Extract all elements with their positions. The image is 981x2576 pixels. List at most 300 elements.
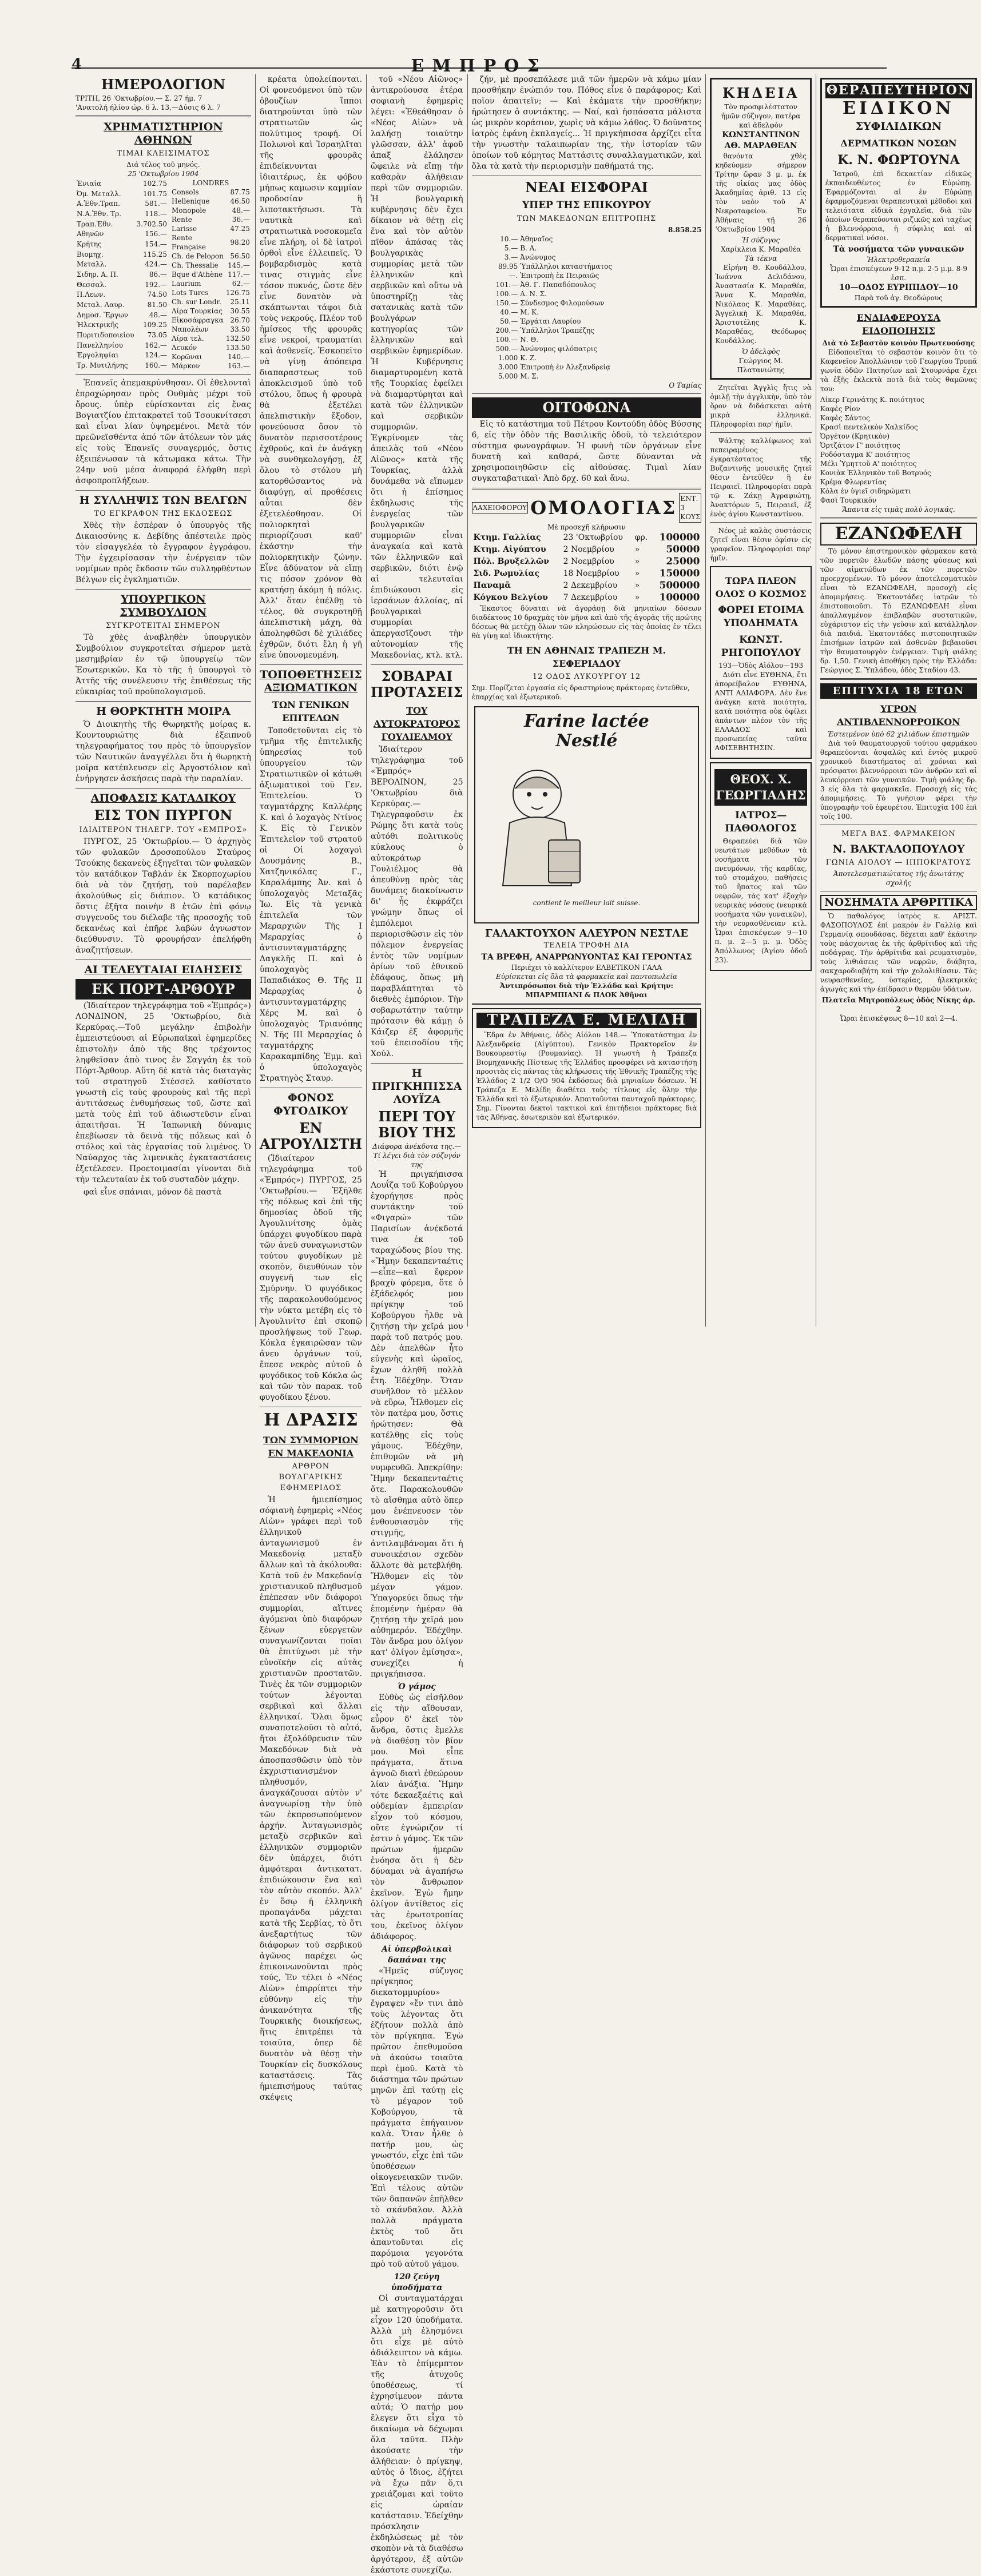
price-row-cell: Ch. Thessalie	[172, 261, 219, 269]
price-row-cell: Α.Ἐθν.Τραπ.	[77, 200, 120, 208]
donation-row-cell: Ν. Θ.	[520, 336, 539, 344]
price-row-cell: Λευκόν	[172, 344, 197, 352]
funeral-brother: Γεώργιος Μ. Πλατανιώτης	[737, 357, 785, 374]
donation-row	[472, 308, 702, 317]
article-paragraph: (Ἰδιαίτερον τηλεγράφημα τοῦ «Ἐμπρός») ΠΥΡΓΟΣ, 25 'Οκτωβρίου.— Ἐξῆλθε τῆς πόλεως καὶ ἐπὶ τῆς δημοσίας ὁδοῦ τῆς Ἀγουλινίτσης ὁμὰς ὑπάρχει φυγοδίκου παρὰ τῶν ἀνεῦ συναγωνιστῶν τούτου φυγοδίκων μὲ σκοπὸν, διευθύνων τὸν συγγενῆ των εἰς Σμύρνην. Ὁ φυγόδικος τῆς παρακολουθούμενος τὴν νύκτα μετέβη εἰς τὸ Ἀγουλινίτσ ἐπὶ σκοπῷ προσλήψεως τοῦ Γεωρ. Κόκλα ἐγκαιρῶσαν τῶν ἀνευ ὀργάνων τοῦ, ἔπεσε νεκρὸς αὐτοῦ ὁ φυγόδικος τοῦ Κόκλα ὡς καὶ τῶν τὸν παρακ. τοῦ φυγοδίκου ξένου.	[259, 1154, 362, 1402]
price-row	[76, 320, 168, 330]
donations-table	[472, 234, 702, 381]
headline-court-2: ΕΙΣ ΤΟΝ ΠΥΡΓΟΝ	[94, 807, 233, 823]
divider	[76, 959, 251, 960]
price-row	[170, 206, 251, 215]
lottery-cell: Κόγκου Βελγίου	[473, 593, 548, 602]
donation-row	[472, 262, 702, 271]
price-row-cell: Lots Turcs	[172, 289, 209, 297]
article-paragraph: Ἰδιαίτερον τηλεγράφημα τοῦ «Ἐμπρός» ΒΕΡΟΛΙΝΟΝ, 25 'Οκτωβρίου διὰ Κερκύρας.— Τηλεγραφοῦσιν ἐκ Ρώμης ὅτι κατὰ τοὺς αὐτόθι πολιτικοὺς κύκλους ὁ αὐτοκράτωρ Γουλιέλμος θὰ ἀπευθύνῃ πρὸς τὰς δυνάμεις διακοίνωσιν δι' ἧς ἐκφράζει γνώμην ὅπως οἱ ἐμπόλεμοι περιορισθῶσιν εἰς τὸν πόλεμον ἐνεργείας ἐντὸς τῶν νομίμων ὁρίων τοῦ ἐθνικοῦ ἐδάφους, ὅπως μὴ παραβλάπτηται τὸ διεθνὲς ἐμπόριον. Τὴν σοβαρωτάτην ταύτην πρότασιν θὰ κάμῃ ὁ Κάιζερ ἐξ ἀφορμῆς τοῦ ἐπεισοδίου τῆς Χούλ.	[370, 745, 463, 1058]
price-row	[170, 306, 251, 316]
bank-title: ΤΡΑΠΕΖΑ Ε. ΜΕΛΙΔΗ	[476, 1013, 697, 1028]
article-paragraph: Ὁ Διοικητὴς τῆς Θωρηκτῆς μοίρας κ. Κουντουριώτης διὰ ἐξειπνοῦ τηλεγραφήματος του πρὸς τὸ ὑπουργεῖον τῶν Ναυτικῶν ἀναγγέλλει ὅτι ἡ θωρηκτὴ μοῖρα κατέπλευσεν εἰς Ἀργοστόλιον καὶ ἐνήργησεν ἀσκήσεις παρὰ τὴν παραλίαν.	[76, 720, 251, 783]
article-paragraph: Ἡ πριγκήπισσα Λουΐζα τοῦ Κοβούργου ἐχορήγησε πρὸς συντάκτην τοῦ «Φιγαρώ» τῶν Παρισίων ἀνέκδοτά τινα ἐκ τοῦ ταραχώδους βίου της. «Ἤμην δεκαπενταέτις—εἶπε—καὶ ἔφερον βραχὺ φόρεμα, ὅτε ὁ ἐξάδελφός μου πρίγκηψ τοῦ Κοβούργου ἦλθε νὰ ζητήσῃ τὴν χεῖρά μου παρὰ τοῦ πατρός μου. Δὲν ἀπελθὼν ἦτο εὐγενὴς καὶ ὡραῖος, ἔχων ἀληθῆ πολλὰ ἔτη. Ἐδέχθην. Ὅταν συνῆλθον τὸ μέλλον νὰ εὕρω, Ἦλθομεν εἰς τὸν πατέρα μου, ὅστις ἠρώτησεν: Θὰ κατέλθῃς εἰς τοὺς γάμους. Ἐδέχθην, ἐπιθυμῶν νὰ μὴ νυμφευθῶ. Ἀπεκρίθην: Ἤμην δεκαπενταέτις ὅτε. Παρακολουθῶν τὸ αἴσθημα αὐτὸ ὅπερ μου ἐνέπνευσεν τὸν ἐνθουσιασμὸν τῆς στιγμῆς, ἀντιλαμβάνομαι ὅτι ἡ συνοικέσιον σχεδὸν ἄλλοτε θὰ μετεβλήθη. Ἤλθομεν εἰς τὸν μέγαν γάμον. Ὑπαγορεύει ὅπως τὴν ἐπομένην ἡμέραν θὰ ζητήσῃ τὴν χεῖρά μου αὐθημερόν. Ἐδέχθην. Τὸν ἄνδρα μου ὀλίγον κατ' ὀλίγον ἐμίσησα», συνεχίζει ἡ πριγκήπισσα.	[370, 1170, 463, 1679]
column-3	[367, 74, 468, 2575]
divider	[76, 589, 251, 590]
donation-row-cell: Σύνδεσμος Φιλομούσων	[520, 299, 605, 307]
exchange-title: ΧΡΗΜΑΤΙΣΤΗΡΙΟΝ ΑΘΗΝΩΝ	[104, 121, 223, 146]
divider	[260, 664, 362, 665]
price-row	[170, 343, 251, 352]
nestle-can-label: contient le meilleur lait suisse.	[533, 899, 641, 907]
lottery-note: Σημ. Πορίζεται ἐργασία εἰς δραστηρίους πράκτορας ἐντεῦθεν, ἐπαρχίας καὶ ἐξωτερικοῦ.	[471, 684, 690, 701]
price-row-cell: 3.702.50	[136, 220, 168, 228]
divider	[76, 374, 251, 375]
subheadline-action: ΑΡΘΡΟΝ ΒΟΥΛΓΑΡΙΚΗΣ ΕΦΗΜΕΡΙΔΟΣ	[279, 1462, 343, 1492]
article-paragraph: ΠΥΡΓΟΣ, 25 'Οκτωβρίου.— Ὁ ἀρχηγὸς τῶν φυλακῶν Δροσοπούλου Σταύρος Τσούκης δεκανεὺς ἐξηγεῖται τῶν φυλακῶν τὸν κατάδικον Ταβλάν ἐκ Σκορποχωρίου διὰ νὰ τὸν ζητήσῃ, τοῦ παρέλαβεν ἀκολούθως εἰς διάπιον. Ὁ κατάδικος ὅστις ἐξῆτα ποινὴν 8 ἐτῶν ἐπὶ φόνῳ συγγενοῦς του διέλαβε τῆς προσοχῆς τοῦ δεκανέως καὶ ἐπῆρε λαβὼν ἀγνωστον διεύθυνσιν. Τὸ φρουρήσαν ἐπελήφθη ἀναζητήσεων.	[76, 837, 251, 955]
price-row-cell: 115.25	[143, 250, 168, 258]
headline-ezanofeli: ΕΖΑΝΩΦΕΛΗ	[820, 523, 977, 546]
price-row	[170, 325, 251, 334]
price-row-cell: 140.—	[228, 353, 250, 361]
month-end: Διά τέλος τοῦ μηνός.	[126, 161, 200, 169]
nestle-heading-4: Περιέχει τὸ καλλίτερον ΕΛΒΕΤΙΚΟΝ ΓΑΛΑ	[511, 963, 662, 972]
donation-row-cell: Ἐπιτροπὴ ἐκ Πειραιῶς	[520, 272, 599, 280]
price-row-cell: 87.75	[230, 188, 250, 196]
doctor-paragraph: Θεραπεύει διὰ τῶν νεωτάτων μεθόδων τὰ νοσήματα τῶν πνευμόνων, τῆς καρδίας, τοῦ στομάχου, παθήσεις τοῦ ἥπατος καὶ τῶν νεφρῶν, τὰς κατ' ἐξοχὴν νευρικὰς νόσους (νευρικὰ νοσήματα τῶν γυναικῶν), τὴν νευρασθένειαν κτλ. Ὧραι ἐπισκέψεων 9—10 π. μ. 2—5 μ. μ. Ὁδὸς Ἀπόλλωνος (Ἁγίου ὁδοῦ 23).	[714, 837, 807, 964]
price-row-cell: 133.50	[225, 344, 250, 352]
clinic-heading-2: ΕΙΔΙΚΟΝ	[842, 98, 955, 118]
headline-news-2: ΕΚ ΠΟΡΤ-ΑΡΘΟΥΡ	[76, 979, 251, 1000]
melidis-bank-advertisement	[472, 1008, 702, 1128]
headline-donations: ΝΕΑΙ ΕΙΣΦΟΡΑΙ	[525, 179, 648, 196]
lottery-row	[472, 592, 702, 604]
donation-row-cell: 101.—	[495, 281, 518, 289]
divider	[820, 517, 977, 519]
donation-row-cell: Κ. Ζ.	[520, 354, 537, 362]
funeral-title: ΚΗΔΕΙΑ	[722, 85, 800, 101]
subheadline-court: ΙΔΙΑΙΤΕΡΟΝ ΤΗΛΕΓΡ. ΤΟΥ «ΕΜΠΡΟΣ»	[79, 826, 248, 834]
donation-row-cell: 100.—	[495, 336, 518, 344]
donation-row-cell: Ἀνώνυμος	[520, 253, 556, 261]
price-row-cell: Ἠλεκτρικῆς	[77, 321, 119, 329]
clinic-heading: ΘΕΡΑΠΕΥΤΗΡΙΟΝ	[826, 83, 971, 98]
price-row-cell: Μεταλ. Λαυρ.	[77, 300, 125, 309]
price-row	[76, 289, 168, 300]
lottery-cell: 18 Νοεμβρίου	[563, 569, 619, 578]
price-row	[170, 215, 251, 224]
lottery-row	[472, 556, 702, 568]
shop-item: Κονιὰκ Ἑλληνικὸν τοῦ Βοτρυός	[820, 469, 931, 477]
donation-row-cell: 1.000	[498, 354, 518, 362]
shop-items-list	[820, 395, 977, 505]
price-row-cell: 132.50	[225, 335, 250, 343]
donation-row-cell: Ὑπάλληλοι Τραπέζης	[520, 327, 594, 335]
success-paragraph: Διὰ τοῦ θαυματουργοῦ τούτου φαρμάκου θεραπεύονται ἀσφαλῶς καὶ ἐντὸς μικροῦ χρονικοῦ διαστήματος αἱ χρόνιαι καὶ πρόσφατοι βλεννόρροιαι τῶν ἀνδρῶν καὶ αἱ λευκόρροιαι τῶν γυναικῶν. Τιμὴ φιάλης δρ. 3 εἰς ὅλα τὰ φαρμακεῖα. Προσοχὴ εἰς τὰς ἀπομιμήσεις. Τὸ γνήσιον φέρει τὴν ὑπογραφὴν τοῦ ἐφευρέτου. Ἐπιτυχία 100 ἐπὶ τοῖς 100.	[820, 739, 977, 821]
newspaper-title: ΕΜΠΡΟΣ	[411, 56, 547, 76]
price-table-right	[170, 188, 251, 371]
headline-arrest: Η ΣΥΛΛΗΨΙΣ ΤΩΝ ΒΕΛΓΩΝ	[79, 494, 248, 507]
price-row-cell: 424.—	[145, 260, 168, 269]
headline-rheumatic: ΝΟΣΗΜΑΤΑ ΑΡΘΡΙΤΙΚΑ	[820, 895, 977, 910]
clinic-advertisement	[820, 78, 977, 308]
shop-item: Κρασὶ πεντελικὸν Χαλκίδος	[820, 423, 918, 431]
funeral-wife-label: Ἡ σύζυγος	[742, 236, 780, 244]
donation-row-cell: —.	[509, 272, 518, 280]
funeral-name: ΚΩΝΣΤΑΝΤΙΝΟΝ ΑΘ. ΜΑΡΑΘΕΑΝ	[722, 130, 800, 150]
price-row	[170, 270, 251, 279]
price-row-cell: Ἐργοληψίαι	[77, 351, 119, 360]
price-row	[76, 300, 168, 310]
price-row	[170, 316, 251, 325]
price-row-cell: 25.11	[230, 298, 250, 306]
lottery-paragraph: Ἔκαστος δύναται νὰ ἀγοράσῃ διὰ μηνιαίων δόσεων διαδέκτους 10 δραχμὰς τὸν μῆνα καὶ ἀπὸ τῆς ἀγορᾶς τῆς πρώτης δόσεως θὰ μετέχῃ ὅλων τῶν κληρώσεων εἰς τὰς ὁποίας ἐν τέλει θὰ γίνῃ καὶ ἰδιοκτήτης.	[471, 604, 702, 640]
lottery-cell: 500000	[659, 580, 700, 591]
lottery-row	[472, 568, 702, 580]
nestle-child-illustration	[480, 754, 594, 891]
columns	[72, 74, 977, 2575]
funeral-intro: Τὸν προσφιλέστατον ἡμῶν σύζυγον, πατέρα καὶ ἀδελφὸν	[721, 103, 801, 129]
price-row-cell: 48.—	[149, 310, 168, 319]
headline-donations-3: ΤΩΝ ΜΑΚΕΔΟΝΩΝ ΕΠΙΤΡΟΠΗΣ	[517, 214, 657, 223]
price-row	[170, 279, 251, 288]
price-row-cell: Rente	[172, 216, 192, 224]
donation-row	[472, 253, 702, 262]
price-row	[170, 334, 251, 343]
classified-notice: Ψάλτης καλλίφωνος καὶ πεπειραμένος ἐγκρατέστατος τῆς Βυζαντινῆς μουσικῆς ζητεῖ θέσιν ἐντεῦθεν ἢ ἐν Πειραιεῖ. Πληροφορίαι παρὰ τῷ κ. Ζάκῃ Ἀγραφιώτῃ, Ἀνακτόρων 5, Πειραιεῖ, ἐξ ἑνὸς ἀγίου Κωνσταντίνου.	[710, 437, 812, 518]
donation-row	[472, 298, 702, 308]
price-row	[170, 224, 251, 233]
headline-murder-2: ΕΝ ΑΓΡΟΥΛΙΣΤΗ	[259, 1120, 362, 1152]
price-row-cell: 192.—	[145, 280, 168, 289]
clinic-paragraph: Ἰατροῦ, ἐπὶ δεκαετίαν εἰδικῶς ἐκπαιδευθέντος ἐν Εὐρώπῃ. Ἐφαρμόζονται αἱ ἐν Εὐρώπῃ ἐφαρμοζόμεναι θεραπευτικαὶ μέθοδοι καὶ τελειότατα εἰδικὰ ἐργαλεῖα, διὰ τῶν ὁποίων θεραπεύονται ριζικῶς καὶ ταχέως ἡ βλεννόρροια, ἡ σύφιλις καὶ αἱ δερματικαὶ νόσοι.	[825, 170, 972, 242]
price-row-cell: Δημοσ. Ἔργων	[77, 310, 129, 319]
headline-shop-2: Διὰ τὸ Σεβαστὸν κοινὸν Πρωτευούσης	[822, 339, 975, 347]
column-2	[256, 74, 367, 2102]
price-row-cell: Ch. sur Londr.	[172, 298, 221, 306]
section-marriage: Ὁ γάμος	[398, 1682, 436, 1691]
shoes-address: 193—Ὁδὸς Αἰόλου—193	[718, 662, 804, 670]
price-row-cell: Ὀμ. Μεταλλ.	[77, 189, 121, 198]
price-row	[76, 239, 168, 249]
lottery-header	[472, 493, 702, 523]
shop-item: Μέλι Ὑμηττοῦ Α' ποιότητος	[820, 460, 917, 468]
column-1	[72, 74, 256, 1327]
funeral-details: θανόντα χθὲς κηδεύομεν σήμερον Τρίτην ὥραν 3 μ. μ. ἐκ τῆς οἰκίας μας ὁδὸς Ἀκαδημίας ἀριθ. 13 εἰς τὸν ναὸν τοῦ Α' Νεκροταφείου. Ἐν Ἀθήναις τῇ 26 'Οκτωβρίου 1904	[715, 152, 807, 233]
price-row-cell: 48.—	[232, 206, 250, 214]
price-row-cell: 101.75	[143, 189, 168, 198]
price-row-cell: Ναπολέων	[172, 325, 209, 333]
price-row-cell: 163.—	[228, 362, 250, 370]
lottery-cell: »	[634, 545, 640, 554]
doctor-title: ΙΑΤΡΟΣ—ΠΑΘΟΛΟΓΟΣ	[725, 810, 797, 834]
price-row-cell: 30.55	[230, 307, 250, 315]
price-table-left	[76, 178, 168, 371]
donation-row	[472, 244, 702, 253]
price-row	[170, 261, 251, 270]
price-row-cell: 126.75	[225, 289, 250, 297]
divider	[76, 116, 251, 117]
headline-princess: Η ΠΡΙΓΚΗΠΙΣΣΑ ΛΟΥΪΖΑ	[371, 1067, 462, 1106]
article-paragraph: Ἡ ἡμιεπίσημος σόφιανὴ ἐφημερὶς «Νέος Αἰὼν» γράφει περὶ τοῦ ἑλληνικοῦ ἀνταγωνισμοῦ ἐν Μακεδονίᾳ μεταξὺ ἄλλων καὶ τὰ ἀκόλουθα: Κατὰ τοῦ ἐν Μακεδονίᾳ χριστιανικοῦ πληθυσμοῦ ἐπέπεσαν νῦν διάφοροι συμμορίαι, αἵτινες ἀγόμεναι ὑπὸ διαφόρων ξένων εὐεργετῶν συναγωνίζονται ποῖαι θὰ ἐπιτύχωσι μὲ τὴν εὐνοϊκὴν εἰς αὐτὰς χριστιανῶν προστατῶν. Τινὲς ἐκ τῶν συμμοριῶν τούτων λέγονται σερβικαὶ καὶ ἄλλαι ἑλληνικαί. Ὅλαι ὅμως συναποτελοῦσι τὸ αὐτό, ἤτοι ἐξολόθρευσιν τῶν Μακεδόνων διὰ νὰ ἀποσπασθῶσιν ὑπὸ τὸν ἐκχριστιανισμένον πληθυσμόν, ἀναγκάζουσαι αὐτὸν ν' ἀναγνωρίσῃ τὴν ὑπὸ τῶν ἐκπροσωπούμενον ἀρχήν. Ἀνταγωνισμὸς μεταξὺ σερβικῶν καὶ ἑλληνικῶν συμμοριῶν δὲν ὑπάρχει, διότι ἀμφότεραι ἀντικατατ. ἐπιδιώκουσιν ἕνα καὶ τὸν αὐτὸν σκοπόν. Ἀλλ' ἐν ὅσῳ ἡ ἑλληνικὴ προπαγάνδα μάχεται κατὰ τῆς Σερβίας, τὸ ὅτι ἀνεξαρτήτως τῶν διάφορων τοῦ σερβικοῦ ἀγῶνος παρέχει ὡς ἐπικοινωνοῦνται πρὸς τούς, Ἐν τέλει ὁ «Νέος Αἰὼν» ἐπιρρίπτει τὴν εὐθύνην εἰς τὴν ἀνικανότητα τῆς Τουρκικῆς διοικήσεως, ἥτις ἐπιτρέπει τὰ τοιαῦτα, ὁπερ δὲ δυνατὸν νὰ θέσῃ τὴν Τουρκίαν εἰς δυσκόλους καταστάσεις. Τὰς ἡμιεπισήμους ταύτας σκέψεις	[259, 1495, 362, 2102]
price-row	[76, 340, 168, 351]
donation-row-cell: Ἀνώνυμος φιλόπατρις	[520, 345, 598, 353]
donation-row-cell: Ὑπάλληλοι καταστήματος	[520, 262, 613, 270]
lottery-cell: »	[634, 581, 640, 590]
lottery-cell: »	[634, 569, 640, 578]
funeral-brother-label: Ὁ ἀδελφὸς	[742, 348, 780, 356]
price-row-cell: Consols	[172, 188, 199, 196]
clinic-electro: Ἠλεκτροθεραπεία	[867, 256, 931, 264]
article-paragraph: Ἐπανεῖς ἀπεμακρύνθησαν. Οἱ ἐθελονταὶ ἐπροχώρησαν πρὸς Ουθμὰς μέχρι τοῦ ὄρους. ὑπὲρ εὑρίσκονται εἰς ἔνας Βογιατζίου ἐπιτακρατεῖ τοῦ Τσουκνίτσεσι καὶ εἶναι λίαν ὑψηρεμένοι. Μετὰ τόν πρεῶνεϊσθέντα ἀπό τῶν ἀτόλεων τὸν μάς εἰς τοὺς Ἐπανεῖς συναγερμός, ὅστις ἐξειπένωσαν τὰ κάτωμακα κάτω. Τὴν 24ην νοῦ μέσα ἀναφορά ἐλήφθη περὶ ἀσφοπροπλήξεων.	[76, 379, 251, 485]
price-row-cell: Rente Française	[172, 234, 206, 251]
nestle-heading-2: ΤΕΛΕΙΑ ΤΡΟΦΗ ΔΙΑ	[543, 941, 630, 950]
price-row-cell: Λίρα Τουρκίας	[172, 307, 223, 315]
headline-pharmacy-3: ΓΩΝΙΑ ΑΙΟΛΟΥ — ΙΠΠΟΚΡΑΤΟΥΣ	[825, 858, 972, 867]
price-row-cell: Πανελληνίου	[77, 341, 123, 349]
divider	[371, 664, 463, 665]
headline-appointments-2: ΤΩΝ ΓΕΝΙΚΩΝ ΕΠΙΤΕΛΩΝ	[272, 699, 349, 723]
funeral-children: Εἰρήνη Θ. Κουδάλλου, Ἰωάννα Δελιδάνου, Ἀναστασία Κ. Μαραθέα, Ἄννα Κ. Μαραθέα, Νικόλαος Κ. Μαραθέας, Ἀγγελικὴ Κ. Μαραθέα, Ἀριστοτέλης Κ. Μαραθέας, Θεόδωρος Κουδάλλος.	[715, 264, 807, 345]
donation-row	[472, 289, 702, 298]
headline-donations-2: ΥΠΕΡ ΤΗΣ ΕΠΙΚΟΥΡΟΥ	[522, 200, 651, 211]
lottery-row	[472, 580, 702, 592]
price-row-cell: 74.50	[147, 290, 168, 299]
price-row	[76, 249, 168, 260]
donations-total: 8.858.25	[668, 226, 702, 234]
headline-proposals: ΣΟΒΑΡΑΙ ΠΡΟΤΑΣΕΙΣ	[370, 668, 463, 700]
lottery-cell: 100000	[659, 532, 700, 543]
lottery-cell: 150000	[659, 568, 700, 579]
price-row-cell: Εἰκοσάφραγκα	[172, 316, 224, 324]
price-row-cell: Ν.Α.Ἐθν. Τρ.	[77, 209, 122, 218]
donation-row-cell: 10.—	[500, 235, 518, 243]
headline-action-2: ΤΩΝ ΣΥΜΜΟΡΙΩΝ ΕΝ ΜΑΚΕΔΟΝΙΑ	[263, 1435, 359, 1459]
article-paragraph: Τὸ χθὲς ἀναβληθὲν ὑπουργικὸν Συμβούλιον συγκροτεῖται σήμερον μετὰ μεσημβρίαν ἐν τῷ ὑπουργείῳ τῶν Ἐσωτερικῶν. Κα τὸ τῆς ἡ ὑπουργοὶ τὸ Ἀττῆς τῆς συνέλευσιν τῆς ἐπιθέσεως τῆς εὐκαιρίας τοῦ προϋπολογισμοῦ.	[76, 633, 251, 696]
lottery-cell: 50000	[666, 544, 700, 555]
price-row	[76, 229, 168, 239]
headline-fate: Η ΘΟΡΚΤΗΤΗ ΜΟΙΡΑ	[96, 705, 231, 718]
donation-row-cell: 200.—	[495, 327, 518, 335]
donations-signature: Ο Ταμίας	[669, 381, 702, 389]
lottery-cell: Παναμᾶ	[473, 581, 511, 590]
funeral-notice	[710, 78, 811, 380]
clinic-address: 10—ΟΔΟΣ ΕΥΡΙΠΙΔΟΥ—10	[839, 283, 958, 292]
article-paragraph: Οἱ συνταγματάρχαι μὲ κατηγοροῦσιν ὅτι εἶχον 120 ὑποδήματα. Ἀλλὰ μὴ ἐλησμόνει ὅτι εἶχε μὲ αὐτὸ ἀδιάλειπτον νὰ κάμω. Ἐὰν τὸ ἐπίμεμπτον τῆς ἀτυχοῦς ὑποθέσεως, τί ἐχρησίμευον πάντα αὐτά; Ὁ πατήρ μου ἔλεγεν ὅτι εἶχα τὸ δικαίωμα νὰ δέχωμαι ὅλα ταῦτα. Πλὴν ἀκούσατε τὴν ἀλήθειαν: ὁ πρίγκηψ, αὐτὸς ὁ ἴδιος, ἐζήτει νὰ ἔχω πᾶν ὅ,τι χρειάζομαι καὶ τοῦτο εἰς ὠραίαν κατάστασιν. Ἐδείχθην πρόσκλησιν ἐκδηλώσεως μὲ τὸν σκοπὸν νὰ τὰ διαθέσω ἀργότερον, ἐξ αὐτῶν ἐκάστοτε συνεχίζω.	[370, 2294, 463, 2575]
lottery-cell: Πόλ. Βρυξελλῶν	[473, 557, 549, 566]
funeral-wife: Χαρίκλεια Κ. Μαραθέα	[721, 245, 801, 253]
shoes-heading: ΤΩΡΑ ΠΛΕΟΝ ΟΛΟΣ Ο ΚΟΣΜΟΣ	[715, 575, 807, 599]
price-row-cell: Laurium	[172, 280, 201, 288]
price-row-cell: 26.70	[230, 316, 250, 324]
price-row	[76, 330, 168, 340]
headline-news: ΑΙ ΤΕΛΕΥΤΑΙΑΙ ΕΙΔΗΣΕΙΣ	[84, 963, 243, 976]
shoes-advertisement	[710, 566, 811, 759]
price-row-cell: 109.25	[143, 321, 168, 329]
section-expenses: Αἱ ὑπερβολικαὶ δαπάναι της	[381, 1945, 452, 1965]
headline-court: ΑΠΟΦΑΣΙΣ ΚΑΤΑΔΙΚΟΥ	[90, 792, 236, 805]
article-paragraph: Εἰς τὸ κατάστημα τοῦ Πέτρου Κοντούδη ὁδὸς Βύσσης 6, εἰς τὴν ὁδὸν τῆς Βασιλικῆς ὁδοῦ, τὸ τελειότερον σύστημα φωνογράφων. Ἡ φωνὴ τῶν ὀργάνων εἶνε δυνατὴ καὶ καθαρά, ὥστε δύνανται νὰ χρησιμοποιηθῶσιν εἰς αἰθούσας. Τιμαὶ λίαν συγκαταβατικαὶ· Ἀπὸ δρχ. 60 καὶ ἄνω.	[471, 420, 702, 483]
bank-paragraph: Ἕδρα ἐν Ἀθήναις, ὁδὸς Αἰόλου 148.— Ὑποκατάστημα ἐν Ἀλεξανδρείᾳ (Αἰγύπτου). Γενικὸν Πρακτορεῖον ἐν Βουκουρεστίῳ (Ρουμανίας). Ἡ γνωστὴ ἡ Τράπεζα Βιομηχανικῆς Πίστεως τῆς Ἑλλάδος προσφέρει νὰ καταστήσῃ προσιτὰς εἰς πάντας τὰς κλήρωσεις τῆς Ἐθνικῆς Τραπέζης τῆς Ἑλλάδος 2 1/2 Ο/Ο 904 ἐκδόσεως διὰ μηνιαίων δόσεων. Ἡ Τράπεζα Ε. Μελίδη διαθέτει τοὺς τίτλους εἰς ὅλην τὴν Ἑλλάδα καὶ τὸ ἐξωτερικόν. Ἀπαιτοῦνται πανταχοῦ πράκτορες. Σημ. Γίνονται δεκτοὶ τακτικοὶ καὶ ἐπιτήδειοι πράκτορες διὰ τὰς Ἀθήνας, ἐσωτερικὸν καὶ ἐξωτερικόν.	[476, 1031, 697, 1121]
calendar-title: ΗΜΕΡΟΛΟΓΙΟΝ	[101, 76, 225, 93]
shop-item: Ὀργέτον (Κρητικὸν)	[820, 432, 890, 440]
donation-row	[472, 363, 702, 372]
section-shoes: 120 ζεύγη ὑποδήματα	[391, 2272, 443, 2292]
price-row	[170, 288, 251, 297]
column-4	[468, 74, 706, 1327]
donation-row	[472, 280, 702, 289]
lottery-cell: 2 Νοεμβρίου	[563, 557, 614, 566]
shop-item: Λίκερ Γερινάτης Κ. ποιότητος	[820, 396, 924, 404]
shoes-heading-3: ΚΩΝΣΤ. ΡΗΓΟΠΟΥΛΟΥ	[721, 634, 801, 659]
shop-item: Ὀρτζάτον Γ' ποιότητος	[820, 441, 900, 449]
success-sub: Ἐστειμένον ὑπὸ 62 χιλιάδων ἐπιστημῶν	[827, 730, 970, 738]
donation-row-cell: 40.—	[500, 308, 518, 316]
clinic-heading-3: ΣΥΦΙΛΙΔΙΚΩΝ	[855, 120, 942, 133]
price-row-cell: Ch. de Peloρon	[172, 252, 224, 260]
price-row-cell: 124.—	[145, 351, 168, 360]
classified-notice: Ζητεῖται Ἀγγλὶς ἥτις νὰ ὁμιλῇ τὴν ἀγγλικὴν, ὑπὸ τὸν ὅρον νὰ διδάσκεται αὐτὴ μικρὰ ἑλληνικά. Πληροφορίαι παρ' ἡμῖν.	[710, 384, 812, 428]
clinic-heading-4: ΔΕΡΜΑΤΙΚΩΝ ΝΟΣΩΝ	[840, 138, 957, 149]
divider	[371, 1063, 463, 1064]
price-row	[170, 352, 251, 361]
headline-action: Η ΔΡΑΣΙΣ	[264, 1410, 358, 1430]
price-row-cell: 162.—	[145, 341, 168, 349]
article-paragraph: Χθὲς τὴν ἑσπέραν ὁ ὑπουργὸς τῆς Δικαιοσύνης κ. Δεβίδης ἀπέστειλε πρὸς τὸν εἰσαγγελέα τὸ ἔγγραφον ἐγγράφου. Τὴν ἐγχειρίσασαν τὴν ἐνέργειαν τῶν νομίμων πρὸς ἔκδοσιν τῶν συλληφθέντων Βέλγων εἰς ἐγκληματιῶν.	[76, 521, 251, 584]
price-row	[76, 310, 168, 320]
headline-shop: ΕΝΔΙΑΦΕΡΟΥΣΑ ΕΙΔΟΠΟΙΗΣΙΣ	[856, 312, 941, 336]
price-row-cell: Θεσσαλ.	[77, 280, 106, 289]
nestle-note: Εὑρίσκεται εἰς ὅλα τὰ φαρμακεῖα καὶ παντοπωλεῖα	[495, 973, 678, 981]
article-paragraph: ζήν, μὲ προσεπάλεσε μιᾶ τῶν ἡμερῶν νὰ κάμω μίαν προσθήκην ἐνώπιόν του. Πόθος εἶνε ὁ παράφορος; Καὶ ποῖον ἀπαιτεῖν; — Καὶ ἐκάματε τὴν προσθήκην; ἠρώτησεν ὁ συντάκτης. — Ναί, καὶ ἠσπάσατα μάλιστα ὡς μικρὸν κοράσιον, χωρὶς νὰ κάμω λάθος. Ὁ δοῦνατος ἰατρὸς ἐφάνη ἐκπλαγείς... Ἡ πριγκήπισσα ἀρχίζει εἶτα τὴν γνωστὴν ταλαιπωρίαν της, τὴν ἱστορίαν τῶν ὁποίων τοῦ κόμητος Ματτάσιτς συναλλαγματικῶν, καὶ ὅλα τὰ κατὰ τὴν περιορισμὴν παθήματά της.	[471, 75, 702, 171]
divider	[76, 490, 251, 491]
clinic-women: Τὰ νοσήματα τῶν γυναικῶν	[833, 245, 964, 254]
calendar-sun: 'Ανατολή ήλίου ώρ. 6 λ. 13,—Δύσις 6 λ. 7	[76, 103, 221, 112]
donation-row-cell: Μ. Κ.	[520, 308, 539, 316]
price-row-cell: Τρ. Μυτιλήνης	[77, 361, 128, 370]
price-row-cell: 102.75	[143, 179, 168, 188]
shoes-heading-2: ΦΟΡΕΙ ΕΤΟΙΜΑ ΥΠΟΔΗΜΑΤΑ	[718, 604, 804, 629]
price-row-cell: 36.—	[232, 216, 250, 224]
price-row	[76, 350, 168, 360]
column-6	[816, 74, 981, 1327]
price-row-cell: Larisse	[172, 225, 197, 233]
pharmacy-sub: Ἀποτελεσματικώτατος τῆς ἀνωτάτης σχολῆς	[833, 870, 964, 887]
divider	[710, 522, 811, 523]
price-row-cell: Μεταλλ.	[77, 260, 107, 269]
closing-prices-title: ΤΙΜΑΙ ΚΛΕΙΣΙΜΑΤΟΣ	[117, 149, 210, 158]
price-row-cell: Μάρκον	[172, 362, 200, 370]
shop-item: Ροδόσταγμα Κ' ποιότητος	[820, 451, 910, 459]
lottery-prefix: ΛΑΧΕΙΟΦΟΡΟΥ	[472, 502, 529, 513]
column-5	[706, 74, 816, 1327]
subheadline-princess: Διάφορα ἀνέκδοτα της.—Τί λέγει διὰ τὸν σύζυγόν της	[372, 1142, 462, 1169]
price-row-cell: Monopole	[172, 206, 206, 214]
donation-row-cell: 89.95	[498, 262, 518, 270]
donation-row-cell: 50.—	[500, 317, 518, 325]
price-row	[170, 252, 251, 261]
lottery-row	[472, 544, 702, 556]
price-row-cell: Πυριτιδοποιείου	[77, 331, 134, 339]
shop-end: Ἅπαντα εἰς τιμὰς πολὺ λογικάς.	[842, 505, 955, 513]
divider	[820, 678, 977, 680]
headline-proposals-2: ΤΟΥ ΑΥΤΟΚΡΑΤΟΡΟΣ ΓΟΥΛΙΕΛΜΟΥ	[374, 705, 460, 742]
donation-row	[472, 344, 702, 353]
price-row-cell: 154.—	[145, 240, 168, 248]
lottery-cell: 2 Δεκεμβρίου	[563, 581, 618, 590]
donation-row-cell: 3.000	[498, 363, 518, 371]
subheadline-arrest: ΤΟ ΕΓΚΡΑΦΟΝ ΤΗΣ ΕΚΔΟΣΕΩΣ	[94, 509, 233, 518]
divider	[472, 488, 702, 489]
lottery-cell: 7 Δεκεμβρίου	[563, 593, 618, 602]
price-row-cell: Ἐνιαία	[77, 179, 102, 188]
price-row-cell: 33.50	[230, 325, 250, 333]
article-paragraph: «Ἡμεῖς σύζυγος πρίγκηπος διεκατομμυρίου» ἔγραψεν «ἔν τινι ἀπὸ τοὺς λέγοντας ὅτι ἐζήτουν πολλὰ ἀπὸ τὸν πρίγκηπα. Ἐγὼ πρῶτον ἐπεθυμοῦσα νὰ ἀκούσω τοιαῦτα περὶ ἐμοῦ. Κατὰ τὸ διάστημα τῶν πρώτων μηνῶν ἐπὶ ταύτῃ εἰς τὸ μέγαρον τοῦ Κοβούργου, τὰ πράγματα ἐπήγαινον καλὰ. Ὅταν ἦλθε ὁ πατήρ μου, ὡς γνωστόν, εἶχε ἐπὶ τῶν ὑποθέσεων οἰκογενειακῶν τινῶν. Ἐπὶ τέλους αὐτῶν τῶν δαπανῶν ἐπῆλθεν τὸ σκάνδαλον. Ἀλλὰ πολλὰ πράγματα ἐκτὸς τοῦ ὅτι ἀπαντοῦνται εἰς παρόμοια γεγονότα πρὸ τοῦ αὐτοῦ γάμου.	[370, 1966, 463, 2269]
nestle-advertisement	[474, 706, 700, 923]
price-row	[76, 219, 168, 229]
headline-princess-2: ΠΕΡΙ ΤΟΥ ΒΙΟΥ ΤΗΣ	[378, 1108, 456, 1141]
classified-notice: Νέος μὲ καλὰς συστάσεις ζητεῖ εἶναι θέσιν ὀφίσιν εἰς γραφεῖον. Πληροφορίαι παρ' ἡμῖν.	[710, 527, 812, 562]
lottery-row	[472, 532, 702, 544]
price-row-cell: 98.20	[230, 238, 250, 246]
headline-success: ΕΠΙΤΥΧΙΑ 18 ΕΤΩΝ	[820, 683, 977, 699]
ezanofeli-paragraph: Τὸ μόνον ἐπιστημονικὸν φάρμακον κατὰ τῶν πυρετῶν ἐλωδῶν πάσης φύσεως καὶ τῶν αἱματώδων ἐκ τῶν πυρετῶν προερχομένων. Τὸ μόνον ἀποτελεσματικὸν εἶναι τὸ ΕΖΑΝΩΦΕΛΗ, προσοχὴ εἰς ἀπομιμήσεις. Ἑκατοντάδες ἰατρῶν τὸ ἐπιστοποιοῦσι. Τὸ ΕΖΑΝΩΦΕΛΗ εἶναι ἀπαλλαγμένον ἐπιβλαβῶν συστατικῶν, εὐχάριστον εἰς τὴν γεῦσιν καὶ κατάλληλον διὰ παιδιά. Ἐκατοντάδες πιστοποιητικῶν ἐπισήμων ἰατρῶν καὶ ἀσθενῶν βεβαιοῦσι τὴν θαυματουργὸν ἐνέργειαν. Τιμὴ φιάλης δρ. 1,50. Γενικὴ ἀποθήκη πρὸς τὴν Ἑλλάδα: Γεώργιος Σ. Ὑπλάδου, ὁδὸς Σταδίου 43.	[820, 547, 977, 674]
divider	[472, 1003, 702, 1005]
price-row-cell: 145.—	[228, 261, 250, 269]
divider	[472, 393, 702, 394]
price-row-cell: Αθηνῶν	[77, 230, 104, 238]
donation-row	[472, 317, 702, 326]
donation-row-cell: Ἐπιτροπὴ ἐν Ἀλεξανδρείᾳ	[520, 363, 611, 371]
shoes-paragraph: Διότι εἶνε ΕΥΘΗΝΑ, ἔτι ἀπορείβαλον ΕΥΘΗΝΑ, ΑΝΤΙ ΑΔΙΑΦΟΡΑ. Δὲν ἔνε ἀνάγκη κατὰ ποιότητα, κατὰ ποιότητα οὐκ ὀφίλει ἁπάντων πλέον τὸν τῆς ΕΛΛΑΔΟΣ καὶ προσωπείας ταῦτα ΑΦΙΣΕΒΗΤΗΣΙΝ.	[714, 671, 807, 752]
lottery-cell: 23 'Οκτωβρίου	[563, 533, 623, 542]
funeral-children-label: Τὰ τέκνα	[745, 254, 777, 262]
headline-success-2: ΥΓΡΟΝ ΑΝΤΙΒΛΕΝΝΟΡΡΟΙΚΟΝ	[837, 703, 960, 727]
donation-row	[472, 335, 702, 344]
price-row	[170, 361, 251, 371]
nestle-heading-3: ΤΑ ΒΡΕΦΗ, ΑΝΑΡΡΩΝΥΟΝΤΑΣ ΚΑΙ ΓΕΡΟΝΤΑΣ	[481, 953, 692, 962]
price-row-cell: 47.25	[230, 225, 250, 233]
donation-row	[472, 326, 702, 335]
article-paragraph: κρέατα ὑπολείπονται. Οἱ φονευόμενοι ὑπὸ τῶν ὀβουζίων ἵπποι διατηροῦνται ὑπὸ τῶν στρατιωτῶν ὡς πολύτιμος τροφή. Οἱ Πολωνοὶ καὶ Ἰσραηλῖται τῆς φρουρᾶς ἐπιδείκνυνται ἰδιαιτέρως, ἐκ φόβου μήπως καμωσιν καμμίαν προδοσίαν ἢ λιποτακτήσωσι. Τὰ ναυτικὰ καὶ στρατιωτικὰ νοσοκομεῖα εἶνε πλήρη, οἱ δὲ ἰατροὶ ὀρθοὶ εἶνε ἐλλειπεῖς. Ὁ βομβαρδισμὸς κατὰ τινας στιγμὰς εἶνε τόσον πυκνός, ὥστε δὲν εἶνε δυνατὸν νὰ σκάπτωνται τάφοι διὰ τοὺς νεκρούς. Πλέον τοῦ ἡμίσεος τῆς φρουρᾶς εἶνε νεκροί, τραυματίαι καὶ ἀσθενεῖς. Ἐσκοπεῖτο νὰ γίνῃ ἀπόπειρα διαπαραστεως τοῦ ἀποκλεισμοῦ ὑπὸ τοῦ στόλου, ὅπως ἡ φρουρὰ θὰ ἐξετέλει ἀπελπιστικὴν ἔξοδον, φονεύουσα ὅσον τὸ δυνατὸν περισσοτέρους ἐχθρούς, καὶ ἐν ἀνάγκῃ νὰ συνθηκολογήσῃ, ἐξ ὅλου τὸ στόλου μὴ κατορθώσαντος νὰ διαφύγῃ, αἱ προθέσεις αὗται δὲν ἐξετελέσθησαν. Οἱ πολιορκηταὶ περιορίζουσι καθ' ἑκάστην τὴν πολιορκητικὴν ζώνην. Εἶνε ἀδύνατον νὰ εἴπῃ τις πόσον χρόνον θὰ κρατήσῃ ἀκόμη ἡ πόλις. Ἀλλ' ὅταν ἐπέλθῃ τὸ τέλος, θὰ συγκροτηθῇ ἀπελπιστικὴ μάχη, θὰ ἀποληφθῶσι δὲ χιλιάδες ἐχθρῶν, διότι ἔλη ἡ γῆ εἶνε ὑπονομευμένη.	[259, 75, 362, 660]
donation-row	[472, 234, 702, 244]
headline-phonographs: ΟΙΤΟΦΩΝΑ	[472, 397, 702, 418]
donation-row-cell: 150.—	[495, 299, 518, 307]
london-label: LONDRES	[192, 179, 229, 187]
lottery-suffix: ΕΝΤ. 3 ΚΟΥΣ	[679, 493, 701, 523]
price-row	[76, 198, 168, 209]
lottery-cell: Σιδ. Ρωμυλίας	[473, 569, 539, 578]
price-row	[76, 259, 168, 269]
doctor-name: ΘΕΟΧ. Χ. ΓΕΩΡΓΙΑΔΗΣ	[714, 769, 807, 806]
price-row	[76, 209, 168, 219]
price-row-cell: Hellenique	[172, 197, 210, 205]
donation-row	[472, 372, 702, 381]
shop-item: Κόλα ἐν ὑγιεῖ σιδηρώματι	[820, 487, 911, 495]
price-row-cell: Bque d'Athène	[172, 270, 223, 278]
price-row-cell: Κορῶναι	[172, 353, 202, 361]
donation-row-cell: Ἐργάται Λαυρίου	[520, 317, 581, 325]
article-paragraph: τοῦ «Νέου Αἰῶνος» ἀντικρούουσα ἐτέρα σοφιανὴ ἐφημερὶς λέγει: «Ἐθεάθησαν ὁ «Νέος Αἰὼν» νὰ λαλήσῃ τοιαύτην γλῶσσαν, ἀλλ' ἀφοῦ ἀπαξ ἐλάλησεν ὤφειλε νὰ εἴπῃ τὴν καθαρὰν ἀλήθειαν περὶ τῶν συμμοριῶν. Ἡ βουλγαρικὴ κυβέρνησις δὲν ἔχει δίκαιον νὰ θέτῃ εἰς ἕνα καὶ τὸν αὐτὸν πῖθον ἁπάσας τὰς βουλγαρικὰς συμμορίας μετὰ τῶν ἑλληνικῶν καὶ σερβικῶν καὶ οὕτω νὰ ὑποστηρίζῃ τὰς σατανικὰς κατὰ τῶν βουλγάρων κατηγορίας τῶν ἑλληνικῶν καὶ σερβικῶν ἐφημερίδων. Ἡ Κυβέρνησις διαμαρτυρομένη κατὰ τῆς Τουρκίας ἐφείλει νὰ διαμαρτύρηται καὶ κατὰ τῶν ἑλληνικῶν καὶ σερβικῶν συμμοριῶν. Ἐγκρίνομεν τὰς ἀπειλὰς τοῦ «Νέου Αἰῶνος» κατὰ τῆς Τουρκίας, ἀλλὰ δυνάμεθα νὰ εἴπωμεν ὅτι ἡ ἐπίσημος ἐκδηλωσις τῆς ἐνεργείας τῶν βουλγαρικῶν συμμοριῶν εἶναι ἀναγκαία καὶ κατὰ τῶν ἑλληνικῶν καὶ σερβικῶν, διότι ἐνῷ αἱ τελευταῖαι ἐπιδιώκουσι εἰς ἱερσάνων ἀλλοίας, αἱ βουλγαρικαὶ συμμορίαι ἀπεργασῖζουσι τὴν αὐτονομίαν τῆς Μακεδονίας, κτλ. κτλ.	[370, 75, 463, 660]
lottery-address: 12 ΟΔΟΣ ΛΥΚΟΥΡΓΟΥ 12	[532, 672, 641, 681]
divider	[710, 432, 811, 433]
shop-paragraph: Εἰδοποιεῖται τὸ σεβαστὸν κοινὸν ὅτι τὸ Καφενεῖον Ἀπολλώνιον τοῦ Γεωργίου Τρυπᾶ γωνία ὁδῶν Πατησίων καὶ Στουρνάρα ἔχει τὰ ἑξῆς ἐκλεκτὰ ποτὰ διὰ τοὺς θαμῶνας του:	[820, 348, 977, 393]
nestle-title-2: Nestlé	[555, 731, 618, 751]
donation-row-cell: 100.—	[495, 290, 518, 298]
price-row	[76, 269, 168, 280]
lottery-bank: ΤΗ ΕΝ ΑΘΗΝΑΙΣ ΤΡΑΠΕΖΗ Μ. ΣΕΦΕΡΙΑΔΟΥ	[507, 645, 666, 669]
donation-row-cell: 3.—	[504, 253, 518, 261]
shop-item: Φασὶ Τουρκικὸν	[820, 496, 877, 504]
headline-pharmacy-2: Ν. ΒΑΚΤΑΛΟΠΟΥΛΟΥ	[832, 843, 965, 855]
donation-row-cell: Δ. Ν. Σ.	[520, 290, 547, 298]
divider	[76, 701, 251, 702]
lottery-cell: Κτημ. Γαλλίας	[473, 533, 541, 542]
